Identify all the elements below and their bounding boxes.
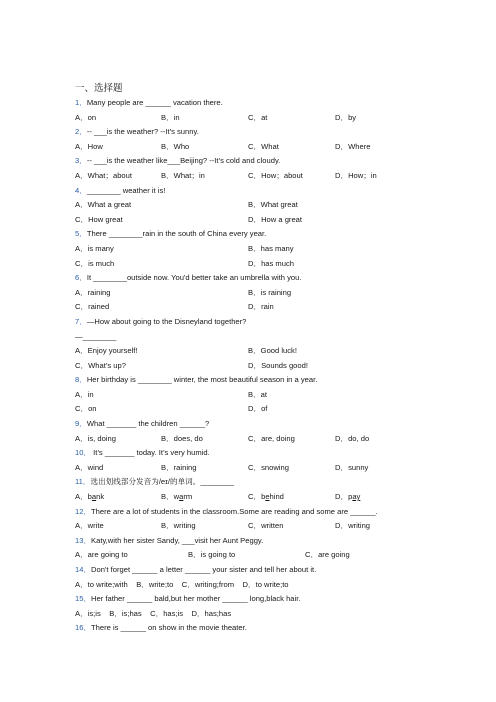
answer-option[interactable]: A．raining: [75, 287, 111, 297]
answer-option[interactable]: D．pay: [335, 492, 361, 502]
answer-option[interactable]: D．has much: [248, 258, 294, 268]
answer-option[interactable]: A．to write;with: [75, 579, 137, 589]
answer-option[interactable]: C．are, doing: [248, 433, 295, 443]
question-text: It ________outside now. You'd better take an umbrella with you.: [86, 273, 302, 283]
answer-option[interactable]: A．wind: [75, 462, 104, 472]
answer-option[interactable]: C．How great: [75, 214, 123, 224]
answer-option[interactable]: B．is;has: [109, 608, 151, 618]
options-row: [75, 607, 475, 622]
question-text: It’s _______ today. It’s very humid.: [91, 448, 210, 458]
question-number: 6．: [75, 273, 87, 283]
question-text: There is ______ on show in the movie theater.: [91, 623, 247, 633]
options-row: [75, 490, 475, 505]
answer-option[interactable]: B．at: [248, 389, 267, 399]
answer-option[interactable]: C．snowing: [248, 462, 289, 472]
question-text: —How about going to the Disneyland together?: [86, 316, 247, 326]
answer-option[interactable]: B．in: [161, 112, 180, 122]
answer-option[interactable]: A．is;is: [75, 608, 110, 618]
question-stem: [75, 271, 475, 286]
question-number: 9．: [75, 419, 87, 429]
answer-option[interactable]: D．by: [335, 112, 357, 122]
question-stem: [75, 446, 475, 461]
question-number: 3．: [75, 156, 87, 166]
options-row: [75, 111, 475, 126]
question-stem: [75, 154, 475, 169]
answer-option[interactable]: B．does, do: [161, 433, 203, 443]
options-row: [75, 286, 475, 301]
answer-option[interactable]: B．What great: [248, 200, 298, 210]
answer-option[interactable]: C．is much: [75, 258, 115, 268]
answer-option[interactable]: B．is raining: [248, 287, 292, 297]
options-row: [75, 461, 475, 476]
answer-option[interactable]: A．Enjoy yourself!: [75, 346, 138, 356]
question-list: [75, 96, 475, 636]
answer-option[interactable]: C．at: [248, 112, 268, 122]
answer-option[interactable]: A．in: [75, 389, 94, 399]
answer-option[interactable]: A．on: [75, 112, 97, 122]
options-row: [75, 578, 475, 593]
question-stem: [75, 417, 475, 432]
answer-option[interactable]: A．write: [75, 521, 104, 531]
section-title: 一、选择题: [75, 83, 123, 94]
options-row: [75, 198, 475, 213]
options-row: [75, 432, 475, 447]
question-stem: [75, 621, 475, 636]
question-number: 8．: [75, 375, 87, 385]
answer-option[interactable]: D．of: [248, 404, 268, 414]
question-text: ________ weather it is!: [86, 185, 166, 195]
question-number: 16．: [75, 623, 92, 633]
answer-option[interactable]: C．How；about: [248, 170, 303, 180]
options-row: [75, 548, 475, 563]
question-number: 7．: [75, 316, 87, 326]
answer-option[interactable]: C．What: [248, 141, 279, 151]
answer-option[interactable]: B．Who: [161, 141, 190, 151]
options-row: [75, 257, 475, 272]
answer-option[interactable]: D．do, do: [335, 433, 370, 443]
answer-option[interactable]: A．is, doing: [75, 433, 116, 443]
answer-option[interactable]: D．How；in: [335, 170, 377, 180]
question-stem: [75, 96, 475, 111]
answer-option[interactable]: D．to write;to: [242, 579, 289, 589]
answer-option[interactable]: B．writing: [161, 521, 196, 531]
answer-option[interactable]: B．has many: [248, 243, 294, 253]
answer-option[interactable]: C．has;is: [150, 608, 192, 618]
question-stem: [75, 475, 475, 490]
answer-option[interactable]: C．written: [248, 521, 284, 531]
question-stem: [75, 125, 475, 140]
question-stem: [75, 563, 475, 578]
question-text: What _______ the children ______?: [86, 419, 210, 429]
answer-option[interactable]: B．raining: [161, 462, 197, 472]
question-number: 12．: [75, 506, 92, 516]
answer-option[interactable]: D．has;has: [191, 608, 232, 618]
answer-option[interactable]: D．How a great: [248, 214, 303, 224]
question-stem: [75, 373, 475, 388]
question-number: 4．: [75, 185, 87, 195]
question-number: 2．: [75, 127, 87, 137]
options-row: [75, 242, 475, 257]
answer-option[interactable]: A．is many: [75, 243, 114, 253]
answer-option[interactable]: D．Sounds good!: [248, 360, 308, 370]
answer-option[interactable]: D．Where: [335, 141, 371, 151]
question-number: 5．: [75, 229, 87, 239]
question-text: 选出划线部分发音为/eɪ/的单词。________: [90, 477, 235, 487]
answer-option[interactable]: C．on: [75, 404, 97, 414]
question-number: 1．: [75, 98, 87, 107]
question-text: Katy,with her sister Sandy, ___visit her Aunt Peggy.: [91, 535, 264, 545]
question-text: -- ___is the weather like___Beijing? --It’s cold and cloudy.: [86, 156, 281, 166]
question-stem: [75, 227, 475, 242]
options-row: [75, 388, 475, 403]
options-row: [75, 402, 475, 417]
answer-option[interactable]: C．rained: [75, 302, 110, 312]
answer-option[interactable]: D．writing: [335, 521, 371, 531]
options-row: [75, 169, 475, 184]
question-stem: [75, 592, 475, 607]
options-row: [75, 213, 475, 228]
options-row: [75, 359, 475, 374]
question-number: 15．: [75, 594, 92, 604]
answer-option[interactable]: B．is going to: [188, 550, 236, 560]
question-text: There ________rain in the south of China every year.: [86, 229, 267, 239]
question-stem: [75, 505, 475, 520]
answer-option[interactable]: B．write;to: [136, 579, 182, 589]
options-row: [75, 344, 475, 359]
answer-option[interactable]: D．sunny: [335, 462, 369, 472]
answer-option[interactable]: C．writing;from: [181, 579, 243, 589]
question-number: 11．: [75, 477, 91, 487]
question-stem: [75, 315, 475, 330]
answer-option[interactable]: B．warm: [161, 492, 193, 502]
question-text: Don't forget ______ a letter ______ your sister and tell her about it.: [91, 565, 317, 574]
answer-option[interactable]: B．Good luck!: [248, 346, 297, 356]
question-number: 14．: [75, 565, 92, 574]
question-stem: [75, 534, 475, 549]
answer-option[interactable]: A．bank: [75, 492, 105, 502]
answer-option[interactable]: D．rain: [248, 302, 274, 312]
question-stem: [75, 184, 475, 199]
question-text: -- ___is the weather? --It’s sunny.: [86, 127, 199, 137]
answer-option[interactable]: A．What；about: [75, 170, 132, 180]
answer-option[interactable]: C．behind: [248, 492, 284, 502]
question-answer-line: —________: [75, 331, 117, 341]
question-text: Her birthday is ________ winter, the most beautiful season in a year.: [86, 375, 318, 385]
question-number: 13．: [75, 535, 92, 545]
question-text: Many people are ______ vacation there.: [86, 98, 223, 107]
answer-option[interactable]: B．What；in: [161, 170, 205, 180]
answer-option[interactable]: A．are going to: [75, 550, 128, 560]
options-row: [75, 519, 475, 534]
answer-option[interactable]: C．are going: [305, 550, 350, 560]
options-row: [75, 140, 475, 155]
options-row: [75, 300, 475, 315]
answer-option[interactable]: C．What’s up?: [75, 360, 126, 370]
answer-option[interactable]: A．How: [75, 141, 103, 151]
question-number: 10．: [75, 448, 92, 458]
question-text: There are a lot of students in the classroom.Some are reading and some are ______.: [91, 506, 378, 516]
answer-option[interactable]: A．What a great: [75, 200, 132, 210]
question-text: Her father ______ bald,but her mother ______ long,black hair.: [91, 594, 301, 604]
